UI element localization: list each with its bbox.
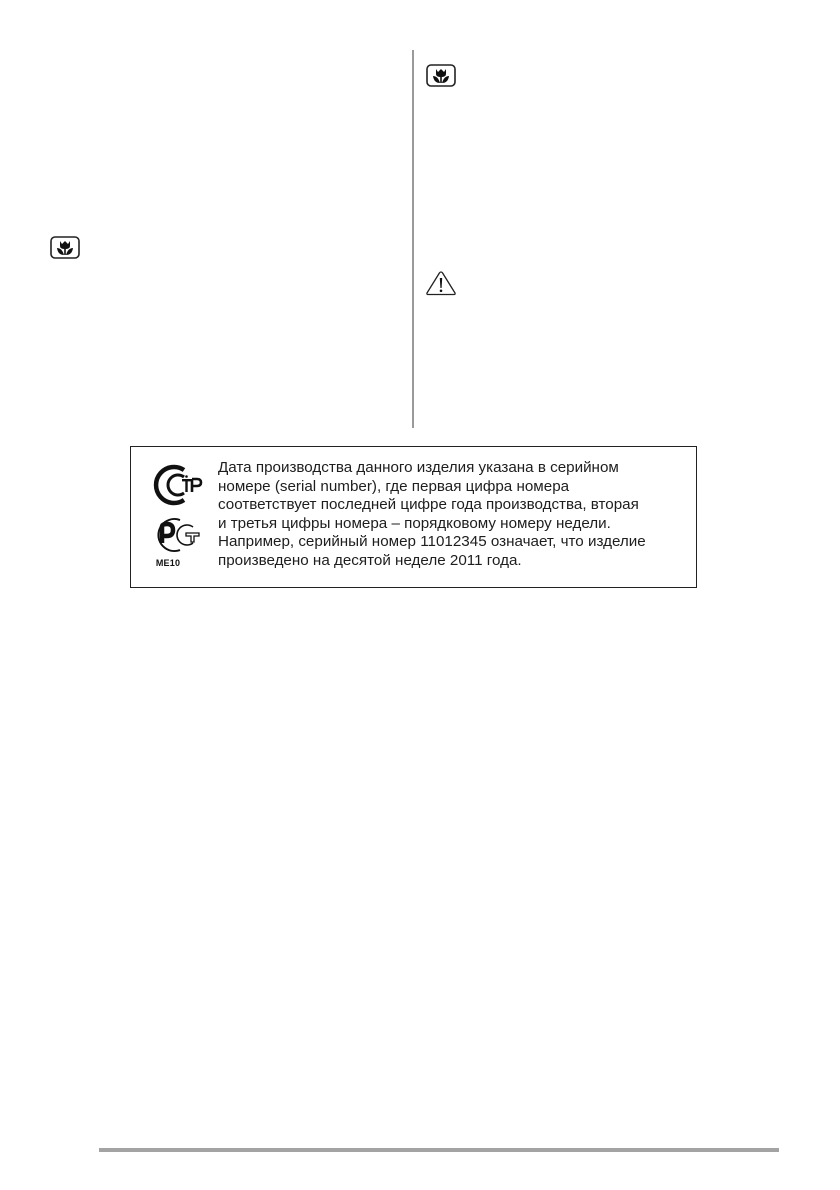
pct-certification-logo: [150, 515, 202, 555]
environment-flower-icon: [426, 64, 456, 87]
serial-number-explanation: [218, 459, 688, 571]
ctp-certification-logo: [150, 463, 204, 507]
text-line: и третья цифры номера – порядковому номеру недели.: [218, 514, 611, 532]
text-line: произведено на десятой неделе 2011 года.: [218, 551, 522, 569]
certificate-code: ME10: [155, 558, 181, 568]
text-line: Например, серийный номер 11012345 означает, что изделие: [218, 533, 646, 551]
page-footer-rule: [99, 1148, 779, 1152]
environment-flower-icon: [50, 236, 80, 259]
text-line: номере (serial number), где первая цифра номера: [218, 477, 570, 495]
text-line: Дата производства данного изделия указана в серийном: [218, 459, 619, 476]
column-divider: [412, 50, 414, 428]
text-line: соответствует последней цифре года производства, вторая: [218, 496, 639, 514]
warning-triangle-icon: [425, 270, 457, 296]
